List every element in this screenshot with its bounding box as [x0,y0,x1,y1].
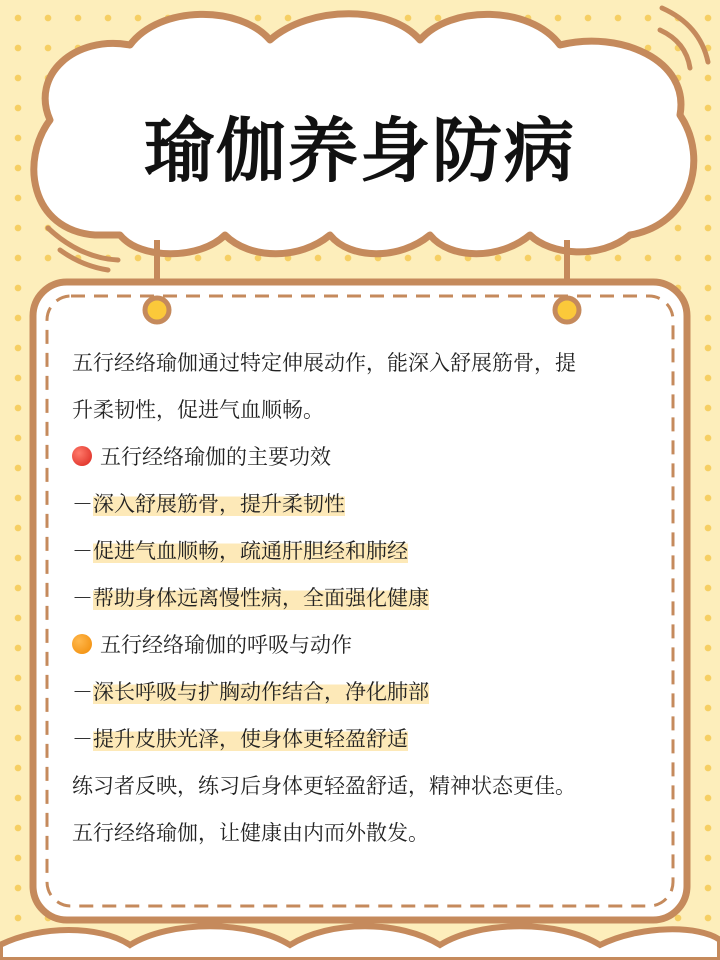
list-item: －提升皮肤光泽，使身体更轻盈舒适 [72,727,408,751]
section-heading: 五行经络瑜伽的主要功效 [72,434,662,481]
red-circle-icon [72,446,92,466]
article-body [72,340,662,857]
list-item: －深长呼吸与扩胸动作结合，净化肺部 [72,680,429,704]
closing-line: 五行经络瑜伽，让健康由内而外散发。 [72,821,429,845]
pin-left [145,298,169,322]
list-item: －深入舒展筋骨，提升柔韧性 [72,492,345,516]
pin-right [555,298,579,322]
page-title: 瑜伽养身防病 [144,110,576,192]
bottom-cloud [0,926,720,960]
orange-circle-icon [72,634,92,654]
intro-line: 升柔韧性，促进气血顺畅。 [72,398,324,422]
section-heading: 五行经络瑜伽的呼吸与动作 [72,622,662,669]
intro-line: 五行经络瑜伽通过特定伸展动作，能深入舒展筋骨，提 [72,351,576,375]
closing-line: 练习者反映，练习后身体更轻盈舒适，精神状态更佳。 [72,774,576,798]
list-item: －帮助身体远离慢性病，全面强化健康 [72,586,429,610]
list-item: －促进气血顺畅，疏通肝胆经和肺经 [72,539,408,563]
